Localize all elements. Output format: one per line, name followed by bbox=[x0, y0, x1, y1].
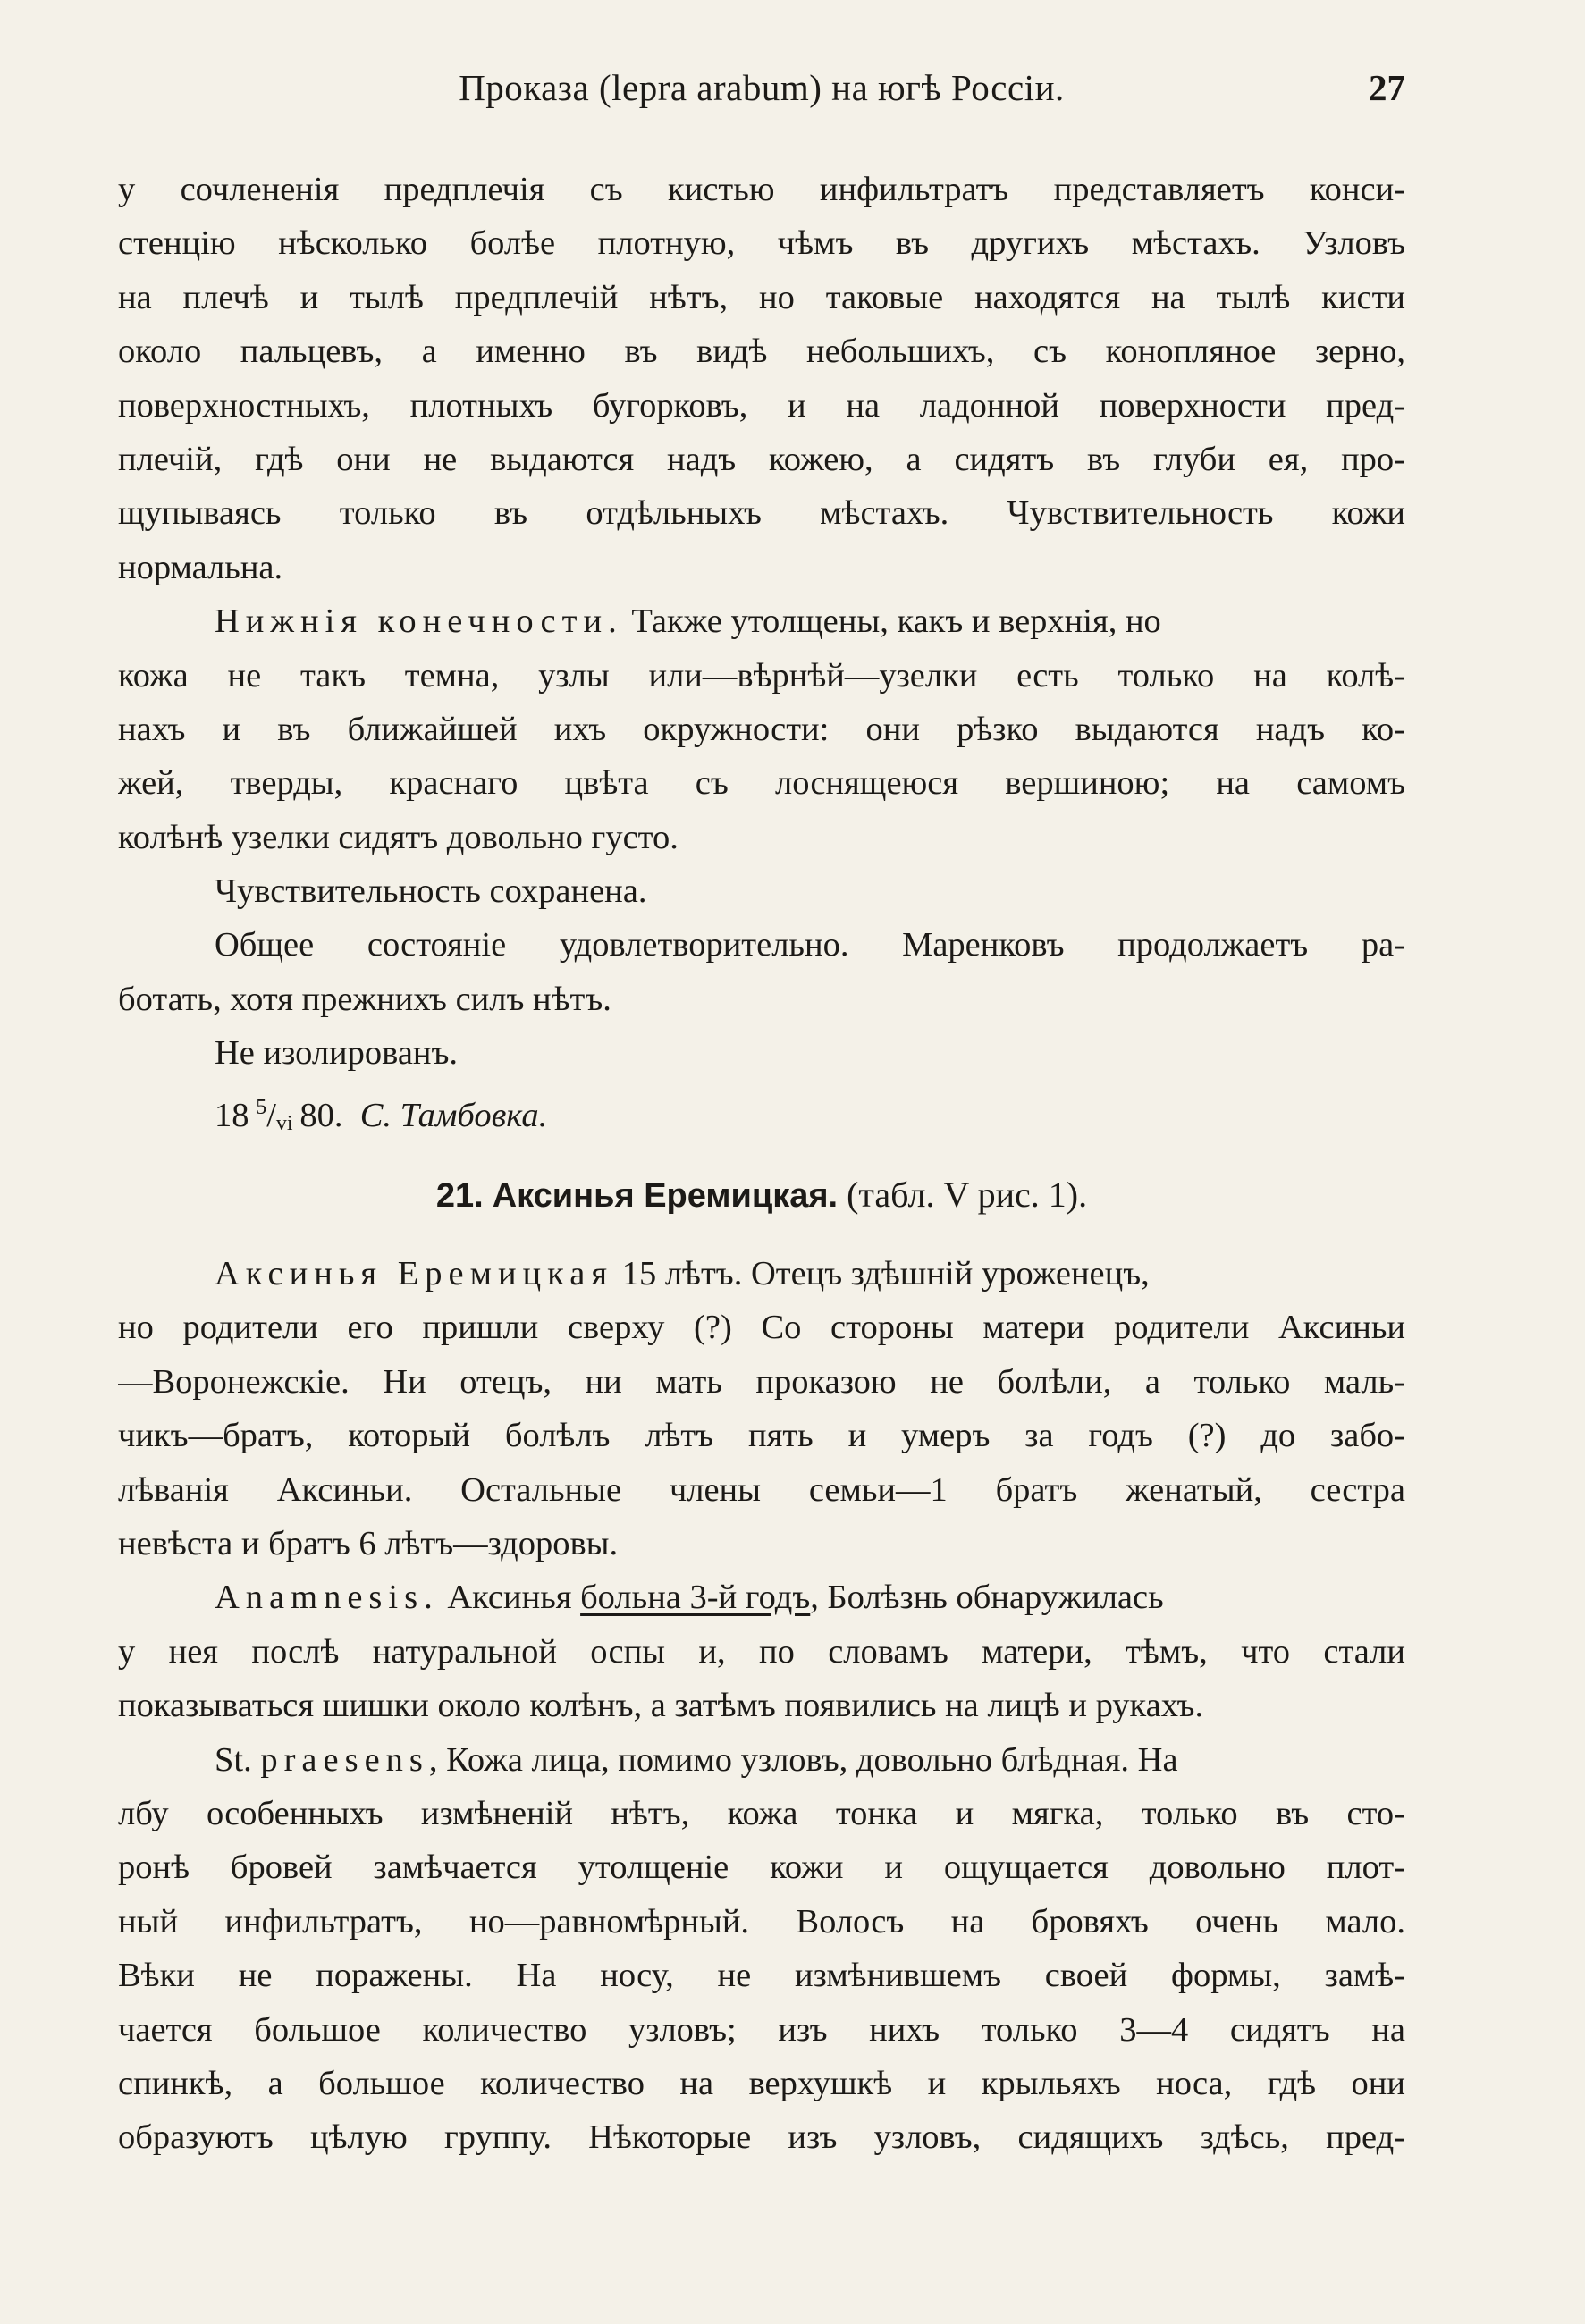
text-line: чается большое количество узловъ; изъ нихъ только 3—4 сидятъ на bbox=[118, 2010, 1405, 2049]
text-line: ботать, хотя прежнихъ силъ нѣтъ. bbox=[118, 980, 611, 1018]
text-line: 18 $^5/_{vi}$ 80. С. Тамбовка. bbox=[215, 1095, 548, 1135]
text-line: нахъ и въ ближайшей ихъ окружности: они рѣзко выдаются надъ ко- bbox=[118, 710, 1405, 748]
paragraph-isolation bbox=[118, 1026, 1405, 1080]
running-head bbox=[118, 66, 1405, 120]
text-line: Вѣки не поражены. На носу, не измѣнившемъ своей формы, замѣ- bbox=[118, 1957, 1405, 1995]
paragraph-lead: Нижнія конечности. bbox=[215, 602, 623, 641]
text-line: Аксинья Еремицкая 15 лѣтъ. Отецъ здѣшній уроженецъ, bbox=[215, 1255, 1150, 1293]
paragraph-status-praesens bbox=[118, 1733, 1405, 2165]
text-line: плечій, гдѣ они не выдаются надъ кожею, а сидятъ въ глуби ея, про- bbox=[118, 440, 1405, 478]
text-line: щупываясь только въ отдѣльныхъ мѣстахъ. Чувствительность кожи bbox=[118, 494, 1405, 533]
text-line: на плечѣ и тылѣ предплечій нѣтъ, но таковые находятся на тылѣ кисти bbox=[118, 278, 1405, 316]
paragraph-family-history bbox=[118, 1247, 1405, 1570]
text-line: стенцію нѣсколько болѣе плотную, чѣмъ въ другихъ мѣстахъ. Узловъ bbox=[118, 224, 1405, 263]
text-line: жей, тверды, краснаго цвѣта съ лоснящеюся вершиною; на самомъ bbox=[118, 764, 1405, 803]
text-line: Общее состояніе удовлетворительно. Маренковъ продолжаетъ ра- bbox=[215, 926, 1405, 964]
paragraph-lead: Аксинья Еремицкая bbox=[215, 1255, 614, 1293]
running-title: Проказа (lepra arabum) на югѣ Россіи. bbox=[459, 67, 1065, 108]
text-line: показываться шишки около колѣнъ, а затѣмъ появились на лицѣ и рукахъ. bbox=[118, 1687, 1204, 1725]
paragraph-sensitivity bbox=[118, 864, 1405, 918]
figure-reference: (табл. V рис. 1). bbox=[847, 1175, 1088, 1216]
paragraph-continuation bbox=[118, 163, 1405, 594]
case-heading bbox=[118, 1168, 1405, 1222]
text-line: у сочлененія предплечія съ кистью инфильтратъ представляетъ конси- bbox=[118, 171, 1405, 208]
case-name: Аксинья Еремицкая. bbox=[492, 1177, 839, 1216]
page-number: 27 bbox=[1369, 67, 1405, 108]
text-line: но родители его пришли сверху (?) Со стороны матери родители Аксиньи bbox=[118, 1309, 1405, 1347]
text-line: лбу особенныхъ измѣненій нѣтъ, кожа тонка и мягка, только въ сто- bbox=[118, 1794, 1405, 1832]
text-line: нормальна. bbox=[118, 548, 283, 586]
body-text bbox=[118, 163, 1405, 2165]
text-line: ный инфильтратъ, но—равномѣрный. Волосъ на бровяхъ очень мало. bbox=[118, 1902, 1405, 1941]
text-line: у нея послѣ натуральной оспы и, по словамъ матери, тѣмъ, что стали bbox=[118, 1632, 1405, 1671]
text-line: колѣнѣ узелки сидятъ довольно густо. bbox=[118, 818, 679, 856]
paragraph-general-state bbox=[118, 918, 1405, 1026]
text-line: St. praesens, Кожа лица, помимо узловъ, довольно блѣдная. На bbox=[215, 1740, 1178, 1779]
text-line: кожа не такъ темна, узлы или—вѣрнѣй—узелки есть только на колѣ- bbox=[118, 656, 1405, 695]
underlined-phrase: больна 3-й годъ bbox=[580, 1579, 811, 1617]
paragraph-lower-limbs bbox=[118, 594, 1405, 864]
text-line: Anamnesis. Аксинья больна 3-й годъ, Болѣзнь обнаружилась bbox=[215, 1579, 1164, 1617]
text-line: спинкѣ, а большое количество на верхушкѣ и крыльяхъ носа, гдѣ они bbox=[118, 2064, 1405, 2102]
text-line: ронѣ бровей замѣчается утолщеніе кожи и ощущается довольно плот- bbox=[118, 1848, 1405, 1887]
text-line: поверхностныхъ, плотныхъ бугорковъ, и на ладонной поверхности пред- bbox=[118, 386, 1405, 425]
case-number: 21. bbox=[435, 1177, 484, 1216]
text-line: Чувствительность сохранена. bbox=[215, 872, 647, 911]
text-line: Нижнія конечности. Также утолщены, какъ и верхнія, но bbox=[215, 602, 1161, 641]
text-line: —Воронежскіе. Ни отецъ, ни мать проказою не болѣли, а только маль- bbox=[118, 1362, 1405, 1401]
paragraph-lead: Anamnesis. bbox=[215, 1579, 439, 1617]
date-line bbox=[118, 1081, 1405, 1134]
text-line: чикъ—братъ, который болѣлъ лѣтъ пять и умеръ за годъ (?) до забо- bbox=[118, 1417, 1405, 1455]
text-line: лѣванія Аксиньи. Остальные члены семьи—1 братъ женатый, сестра bbox=[118, 1470, 1405, 1509]
text-line: образуютъ цѣлую группу. Нѣкоторые изъ узловъ, сидящихъ здѣсь, пред- bbox=[118, 2118, 1405, 2157]
text-line: около пальцевъ, а именно въ видѣ небольшихъ, съ конопляное зерно, bbox=[118, 333, 1405, 371]
paragraph-lead: St. bbox=[215, 1740, 252, 1779]
place-name: С. Тамбовка. bbox=[359, 1096, 548, 1134]
paragraph-anamnesis bbox=[118, 1570, 1405, 1732]
text-line: невѣста и братъ 6 лѣтъ—здоровы. bbox=[118, 1524, 619, 1562]
text-line: Не изолированъ. bbox=[215, 1034, 459, 1073]
